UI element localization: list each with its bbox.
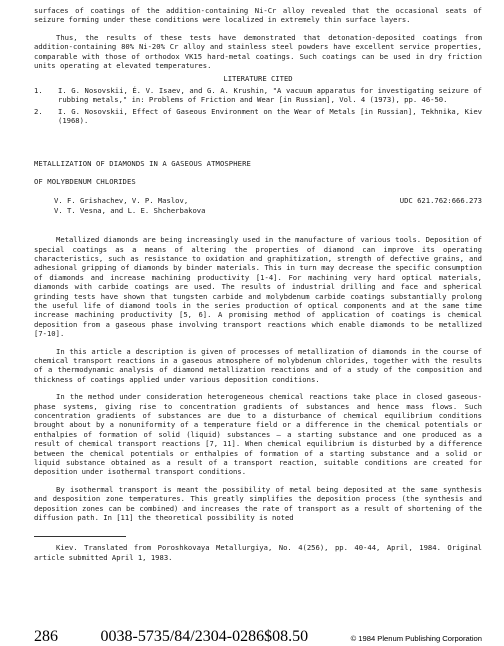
publication-code: 0038-5735/84/2304-0286$08.50 xyxy=(100,628,309,645)
body-paragraph-1: Metallized diamonds are being increasingly used in the manufacture of various tools. Deposition of special coatings as a means of altering the properties of diamond can improve its operating characteristics, such as resistance to oxidation and graphitization, strength of defective grains, and adhesional gripping of diamonds by binder materials. This in turn may decrease the specific consumption of diamonds and increase machining productivity [1-4]. For machining very hard optical materials, diamonds with carbide coatings are used. The results of industrial drilling and face and spherical grinding tests have shown that tungsten carbide and molybdenum carbide coatings substantially prolong the useful life of diamond tools in the series production of optical components and at the same time increase machining productivity [5, 6]. A promising method of application of coatings is chemical deposition from a gaseous phase involving transport reactions which enable diamonds to be metallized [7-10]. xyxy=(34,235,482,339)
intro-paragraph-2: Thus, the results of these tests have demonstrated that detonation-deposited coatings from addition-containing 80% Ni-20% Cr alloy and stainless steel powders have excellent service properties, comparable with those of orthodox VK15 hard-metal coatings. Such coatings can be used in dry friction units operating at elevated temperatures. xyxy=(34,32,482,71)
authors-block xyxy=(34,196,482,215)
reference-number: 1. xyxy=(34,85,43,95)
reference-text: I. G. Nosovskii, Effect of Gaseous Environment on the Wear of Metals [in Russian], Tekhnika, Kiev (1968). xyxy=(58,106,482,126)
publisher-copyright: © 1984 Plenum Publishing Corporation xyxy=(350,634,482,643)
body-paragraph-4: By isothermal transport is meant the possibility of metal being deposited at the same synthesis and desposition zone temperatures. This greatly simplifies the deposition process (the synthesis and deposition zones can be combined) and increases the rate of transport as a result of shortening of the diffusion path. In [11] the theoretical possibility is noted xyxy=(34,484,482,523)
body-paragraph-3: In the method under consideration heterogeneous chemical reactions take place in closed gaseous-phase systems, giving rise to concentration gradients of substances and hence mass flows. Such concentration gradients of substances are due to a disturbance of chemical equilibrium conditions brought about by a nonuniformity of a temperature field or a difference in the chemical potentials or enthalpies of formation of solid (liquid) substances — a starting substance and one produced as a result of chemical transport reactions [7, 11]. When chemical equilibrium is disturbed by a difference between the chemical potentials or enthalpies of formation of a starting substance and a solid or liquid substance obtained as a result of a transport reaction, suitable conditions are created for deposition under isothermal transport conditions. xyxy=(34,392,482,477)
reference-item xyxy=(34,86,482,105)
article-title-line-1: METALLIZATION OF DIAMONDS IN A GASEOUS ATMOSPHERE xyxy=(34,159,251,169)
references-list xyxy=(34,86,482,126)
author-names xyxy=(34,196,205,215)
udc-code: UDC 621.762:666.273 xyxy=(399,196,482,206)
reference-item xyxy=(34,107,482,126)
footnote: Kiev. Translated from Poroshkovaya Metallurgiya, No. 4(256), pp. 40-44, April, 1984. Original article submitted April 1, 1983. xyxy=(34,543,482,562)
references-heading: LITERATURE CITED xyxy=(223,74,293,84)
footnote-rule xyxy=(34,536,126,537)
authors-line-2: V. T. Vesna, and L. E. Shcherbakova xyxy=(54,205,206,215)
intro-paragraph-1: surfaces of coatings of the addition-containing Ni-Cr alloy revealed that the occasional seats of seizure forming under these conditions were localized in extremely thin surface layers. xyxy=(34,6,482,25)
article-title-line-2: OF MOLYBDENUM CHLORIDES xyxy=(34,176,136,186)
page-number: 286 xyxy=(34,628,58,645)
reference-text: I. G. Nosovskii, É. V. Isaev, and G. A. Krushin, "A vacuum apparatus for investigating seizure of rubbing metals," in: Problems of Friction and Wear [in Russian], Vol. 4 (1973), pp. 46-50. xyxy=(58,85,482,105)
article-title xyxy=(34,159,482,186)
body-paragraph-2: In this article a description is given of processes of metallization of diamonds in the course of chemical transport reactions in a gaseous atmosphere of molybdenum chlorides, together with the results of a thermodynamic analysis of diamond metallization reactions and of a study of the composition and thickness of coatings applied under various deposition conditions. xyxy=(34,346,482,384)
page-footer xyxy=(34,628,482,646)
authors-line-1: V. F. Grishachev, V. P. Maslov, xyxy=(54,196,189,206)
reference-number: 2. xyxy=(34,106,43,116)
